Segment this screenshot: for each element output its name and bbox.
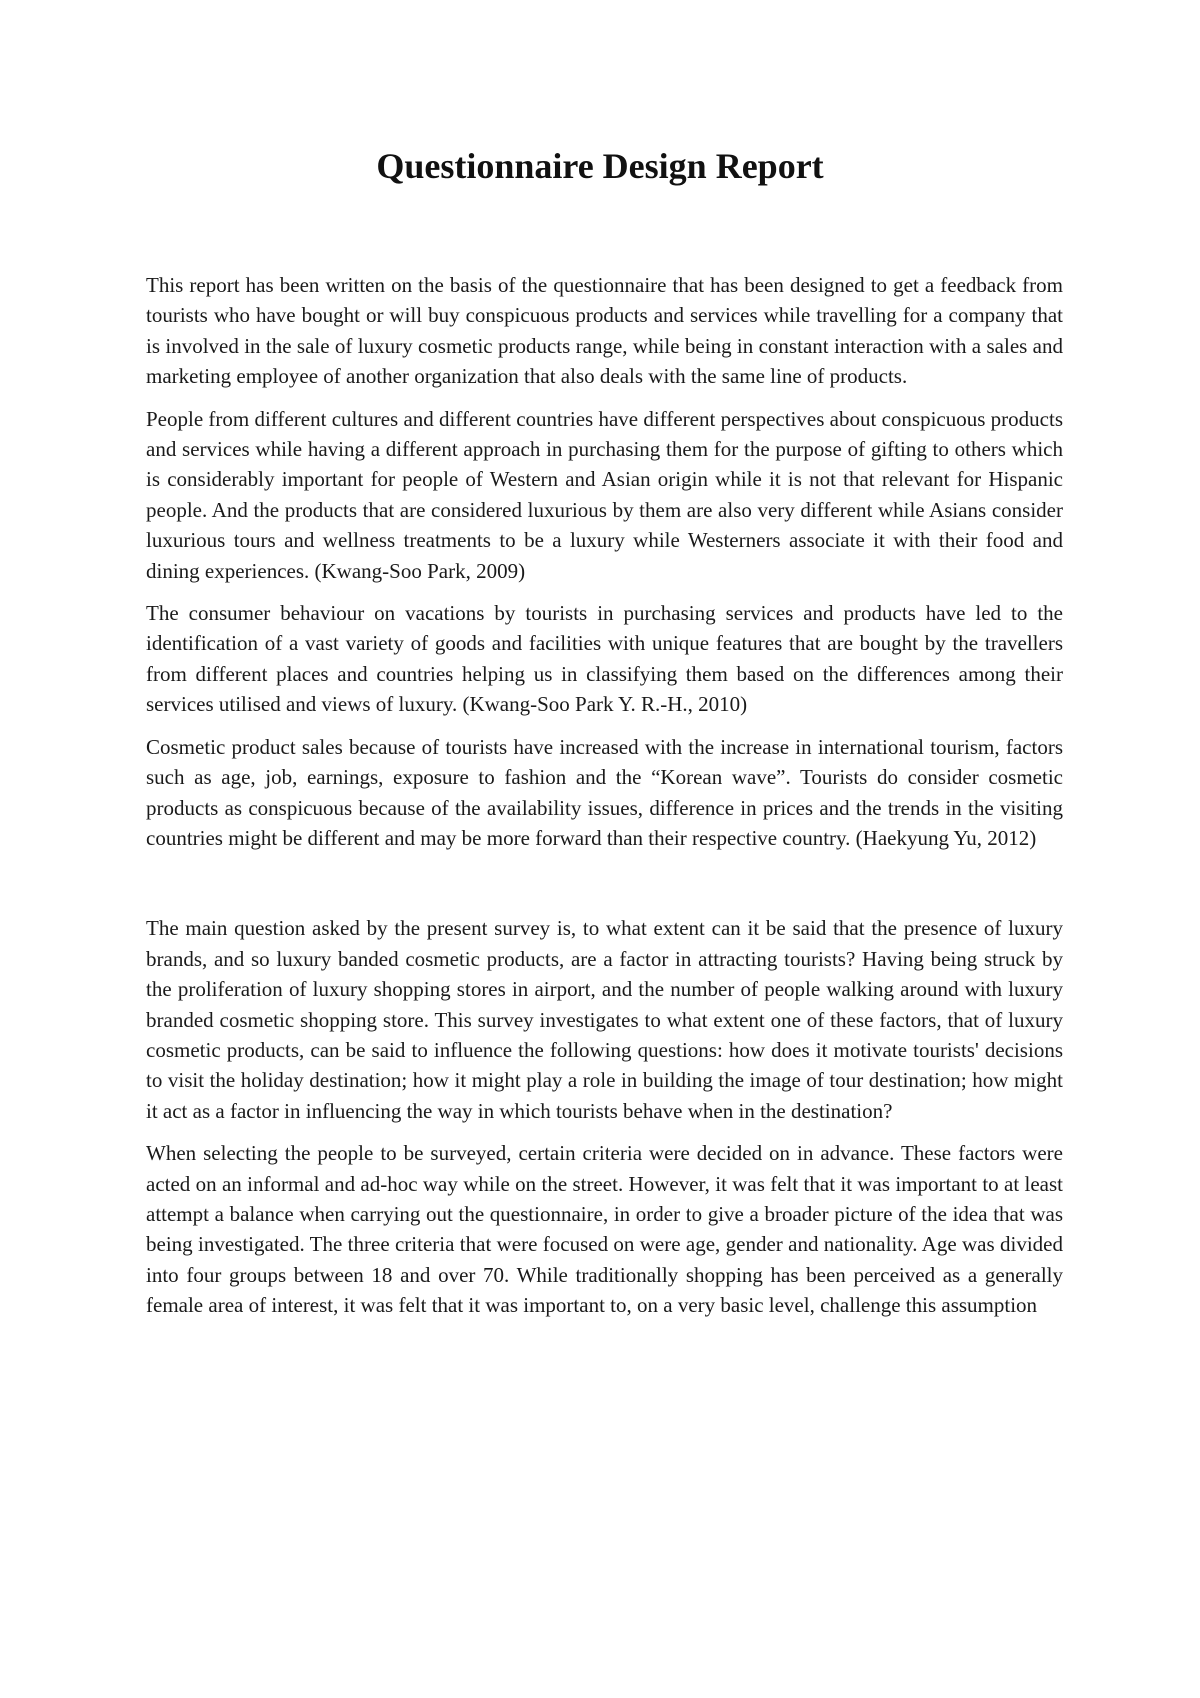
- paragraph-cosmetic-sales: Cosmetic product sales because of tourists have increased with the increase in international tourism, factors such as age, job, earnings, exposure to fashion and the “Korean wave”. Tourists do consider cosmetic products as conspicuous because of the availability issues, difference in prices and the trends in the visiting countries might be different and may be more forward than their respective country. (Haekyung Yu, 2012): [146, 734, 1063, 850]
- paragraph-cultural-perspectives: People from different cultures and different countries have different perspectives about conspicuous products and services while having a different approach in purchasing them for the purpose of gifting to others which is considerably important for people of Western and Asian origin while it is not that relevant for Hispanic people. And the products that are considered luxurious by them are also very different while Asians consider luxurious tours and wellness treatments to be a luxury while Westerners associate it with their food and dining experiences. (Kwang-Soo Park, 2009): [146, 406, 1063, 583]
- paragraph-survey-criteria: When selecting the people to be surveyed, certain criteria were decided on in advance. These factors were acted on an informal and ad-hoc way while on the street. However, it was felt that it was important to at least attempt a balance when carrying out the questionnaire, in order to give a broader picture of the idea that was being investigated. The three criteria that were focused on were age, gender and nationality. Age was divided into four groups between 18 and over 70. While traditionally shopping has been perceived as a generally female area of interest, it was felt that it was important to, on a very basic level, challenge this assumption: [146, 1141, 1063, 1318]
- document-title: Questionnaire Design Report: [376, 146, 824, 186]
- paragraph-introduction: This report has been written on the basis of the questionnaire that has been designed to get a feedback from tourists who have bought or will buy conspicuous products and services while travelling for a company that is involved in the sale of luxury cosmetic products range, while being in constant interaction with a sales and marketing employee of another organization that also deals with the same line of products.: [146, 273, 1063, 389]
- paragraph-consumer-behaviour: The consumer behaviour on vacations by tourists in purchasing services and products have led to the identification of a vast variety of goods and facilities with unique features that are bought by the travellers from different places and countries helping us in classifying them based on the differences among their services utilised and views of luxury. (Kwang-Soo Park Y. R.-H., 2010): [146, 601, 1063, 717]
- document-body: [146, 270, 1063, 1333]
- paragraph-main-question: The main question asked by the present survey is, to what extent can it be said that the presence of luxury brands, and so luxury banded cosmetic products, are a factor in attracting tourists? Having being struck by the proliferation of luxury shopping stores in airport, and the number of people walking around with luxury branded cosmetic shopping store. This survey investigates to what extent one of these factors, that of luxury cosmetic products, can be said to influence the following questions: how does it motivate tourists' decisions to visit the holiday destination; how it might play a role in building the image of tour destination; how might it act as a factor in influencing the way in which tourists behave when in the destination?: [146, 916, 1063, 1123]
